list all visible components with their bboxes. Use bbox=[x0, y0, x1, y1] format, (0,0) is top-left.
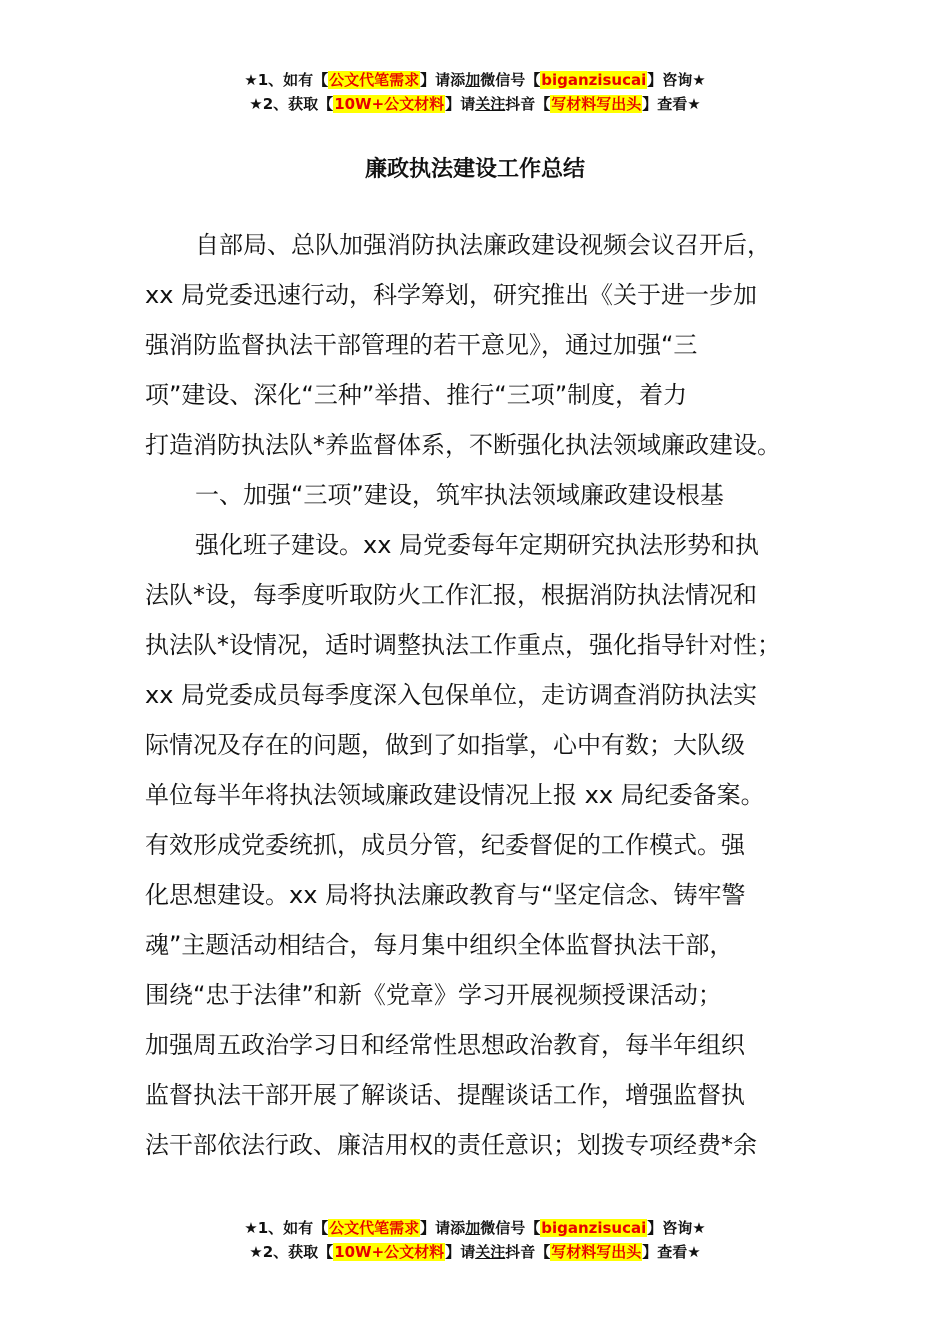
document-body bbox=[145, 220, 815, 1170]
promo-line-2-suffix: 】查看★ bbox=[642, 1243, 701, 1261]
document-title: 廉政执法建设工作总结 bbox=[364, 157, 585, 182]
text-line: xx 局党委迅速行动，科学筹划，研究推出《关于进一步加 bbox=[145, 281, 758, 309]
promo-line-1-text-2: 微信号【 bbox=[480, 71, 541, 89]
text-line: 一、加强“三项”建设，筑牢执法领域廉政建设根基 bbox=[195, 481, 724, 509]
promo-line-2-text: 】请 bbox=[445, 95, 476, 113]
text-line: 强消防监督执法干部管理的若干意见》，通过加强“三 bbox=[145, 331, 698, 359]
promo-line-1 bbox=[0, 68, 950, 92]
promo-line-2 bbox=[0, 1240, 950, 1264]
promo-highlight-service: 公文代笔需求 bbox=[329, 1219, 420, 1237]
text-line: 加强周五政治学习日和经常性思想政治教育，每半年组织 bbox=[145, 1031, 745, 1059]
promo-line-1-prefix: ★1、如有【 bbox=[244, 1219, 329, 1237]
promo-line-1 bbox=[0, 1216, 950, 1240]
top-promo-banner bbox=[0, 68, 950, 116]
promo-line-1-text-2: 微信号【 bbox=[480, 1219, 541, 1237]
promo-underlined-word: 加 bbox=[465, 71, 481, 89]
promo-line-1-suffix: 】咨询★ bbox=[647, 1219, 706, 1237]
promo-underlined-word: 加 bbox=[465, 1219, 481, 1237]
text-line: 有效形成党委统抓，成员分管，纪委督促的工作模式。强 bbox=[145, 831, 745, 859]
text-line: 监督执法干部开展了解谈话、提醒谈话工作，增强监督执 bbox=[145, 1081, 745, 1109]
text-line: 强化班子建设。xx 局党委每年定期研究执法形势和执 bbox=[195, 531, 760, 559]
promo-line-2-text-2: 抖音【 bbox=[505, 1243, 551, 1261]
promo-line-2-text-2: 抖音【 bbox=[505, 95, 551, 113]
promo-highlight-wechat-id: biganzisucai bbox=[541, 71, 647, 89]
text-line: 执法队*设情况，适时调整执法工作重点，强化指导针对性； bbox=[145, 631, 781, 659]
promo-underlined-word: 关注 bbox=[475, 95, 506, 113]
text-line: 围绕“忠于法律”和新《党章》学习开展视频授课活动； bbox=[145, 981, 722, 1009]
promo-line-2 bbox=[0, 92, 950, 116]
promo-line-1-prefix: ★1、如有【 bbox=[244, 71, 329, 89]
promo-highlight-douyin: 写材料写出头 bbox=[551, 95, 642, 113]
promo-line-2-prefix: ★2、获取【 bbox=[249, 95, 334, 113]
section-heading bbox=[145, 470, 815, 520]
promo-highlight-service: 公文代笔需求 bbox=[329, 71, 420, 89]
text-line: 项”建设、深化“三种”举措、推行“三项”制度，着力 bbox=[145, 381, 688, 409]
text-line: 际情况及存在的问题，做到了如指掌，心中有数；大队级 bbox=[145, 731, 745, 759]
text-line: 打造消防执法队*养监督体系，不断强化执法领域廉政建设。 bbox=[145, 431, 781, 459]
promo-underlined-word: 关注 bbox=[475, 1243, 506, 1261]
promo-highlight-douyin: 写材料写出头 bbox=[551, 1243, 642, 1261]
text-line: 魂”主题活动相结合，每月集中组织全体监督执法干部， bbox=[145, 931, 734, 959]
text-line: 自部局、总队加强消防执法廉政建设视频会议召开后， bbox=[195, 231, 771, 259]
paragraph-body bbox=[145, 520, 815, 1170]
text-line: 法队*设，每季度听取防火工作汇报，根据消防执法情况和 bbox=[145, 581, 757, 609]
bottom-promo-banner bbox=[0, 1216, 950, 1264]
paragraph-intro bbox=[145, 220, 815, 470]
promo-highlight-materials: 10W+公文材料 bbox=[334, 95, 445, 113]
promo-line-1-text: 】请添 bbox=[420, 1219, 466, 1237]
text-line: xx 局党委成员每季度深入包保单位，走访调查消防执法实 bbox=[145, 681, 758, 709]
promo-line-2-suffix: 】查看★ bbox=[642, 95, 701, 113]
promo-line-2-prefix: ★2、获取【 bbox=[249, 1243, 334, 1261]
promo-highlight-materials: 10W+公文材料 bbox=[334, 1243, 445, 1261]
promo-line-1-text: 】请添 bbox=[420, 71, 466, 89]
promo-line-2-text: 】请 bbox=[445, 1243, 476, 1261]
text-line: 化思想建设。xx 局将执法廉政教育与“坚定信念、铸牢警 bbox=[145, 881, 746, 909]
promo-highlight-wechat-id: biganzisucai bbox=[541, 1219, 647, 1237]
promo-line-1-suffix: 】咨询★ bbox=[647, 71, 706, 89]
text-line: 法干部依法行政、廉洁用权的责任意识；划拨专项经费*余 bbox=[145, 1131, 757, 1159]
text-line: 单位每半年将执法领域廉政建设情况上报 xx 局纪委备案。 bbox=[145, 781, 765, 809]
